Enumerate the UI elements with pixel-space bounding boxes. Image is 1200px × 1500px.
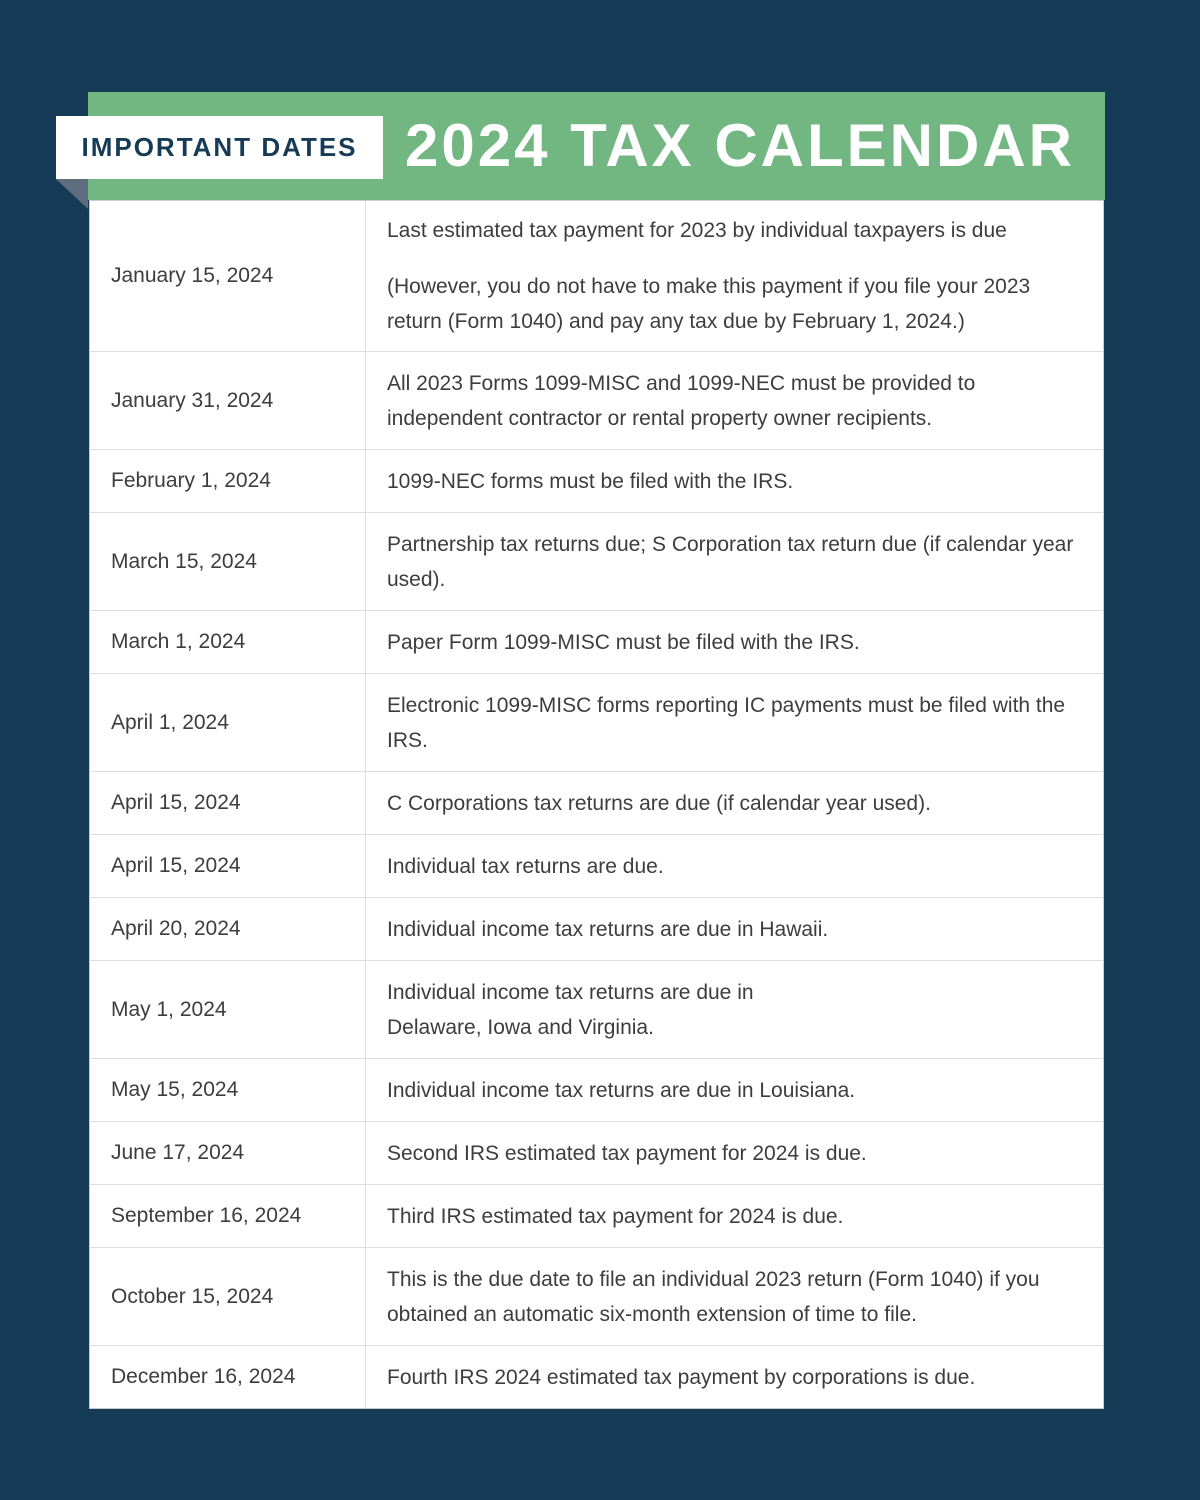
table-row bbox=[90, 201, 1103, 351]
row-description: This is the due date to file an individual 2023 return (Form 1040) if you obtained an automatic six-month extension of time to file. bbox=[387, 1267, 1040, 1326]
row-date: April 1, 2024 bbox=[90, 674, 366, 771]
row-description: Fourth IRS 2024 estimated tax payment by corporations is due. bbox=[387, 1365, 976, 1389]
tag-fold-shadow bbox=[56, 179, 88, 209]
row-description: 1099-NEC forms must be filed with the IRS. bbox=[387, 469, 794, 493]
row-date: April 20, 2024 bbox=[90, 898, 366, 960]
row-date: October 15, 2024 bbox=[90, 1248, 366, 1345]
row-description-text: Last estimated tax payment for 2023 by individual taxpayers is due bbox=[387, 219, 1007, 242]
table-row bbox=[90, 449, 1103, 512]
table-row bbox=[90, 1345, 1103, 1408]
row-date: January 15, 2024 bbox=[90, 201, 366, 351]
row-description-note: (However, you do not have to make this payment if you file your 2023 return (Form 1040) and pay any tax due by February 1, 2024.) bbox=[387, 275, 1031, 333]
row-date: January 31, 2024 bbox=[90, 352, 366, 449]
table-row bbox=[90, 512, 1103, 610]
row-description: Partnership tax returns due; S Corporation tax return due (if calendar year used). bbox=[387, 532, 1074, 591]
table-row bbox=[90, 1184, 1103, 1247]
row-description: Individual tax returns are due. bbox=[387, 854, 664, 878]
row-description: Second IRS estimated tax payment for 2024 is due. bbox=[387, 1141, 867, 1165]
row-date: September 16, 2024 bbox=[90, 1185, 366, 1247]
tax-calendar-table bbox=[89, 200, 1104, 1409]
row-date: April 15, 2024 bbox=[90, 772, 366, 834]
row-description: Electronic 1099-MISC forms reporting IC payments must be filed with the IRS. bbox=[387, 693, 1066, 752]
row-description: C Corporations tax returns are due (if calendar year used). bbox=[387, 791, 931, 815]
row-description bbox=[366, 201, 1103, 351]
row-description: Individual income tax returns are due in Louisiana. bbox=[387, 1078, 856, 1102]
row-date: February 1, 2024 bbox=[90, 450, 366, 512]
row-description: Individual income tax returns are due in Delaware, Iowa and Virginia. bbox=[387, 980, 754, 1039]
table-row bbox=[90, 673, 1103, 771]
row-description: Paper Form 1099-MISC must be filed with the IRS. bbox=[387, 630, 860, 654]
table-row bbox=[90, 960, 1103, 1058]
row-date: December 16, 2024 bbox=[90, 1346, 366, 1408]
row-date: May 15, 2024 bbox=[90, 1059, 366, 1121]
row-date: March 15, 2024 bbox=[90, 513, 366, 610]
row-description: All 2023 Forms 1099-MISC and 1099-NEC must be provided to independent contractor or rental property owner recipients. bbox=[387, 371, 976, 430]
table-row bbox=[90, 351, 1103, 449]
row-date: May 1, 2024 bbox=[90, 961, 366, 1058]
table-row bbox=[90, 834, 1103, 897]
page-title: 2024 TAX CALENDAR bbox=[404, 112, 1075, 179]
table-row bbox=[90, 1247, 1103, 1345]
table-row bbox=[90, 771, 1103, 834]
table-row bbox=[90, 610, 1103, 673]
row-date: June 17, 2024 bbox=[90, 1122, 366, 1184]
table-row bbox=[90, 1121, 1103, 1184]
row-date: March 1, 2024 bbox=[90, 611, 366, 673]
row-description: Individual income tax returns are due in Hawaii. bbox=[387, 917, 829, 941]
row-date: April 15, 2024 bbox=[90, 835, 366, 897]
table-row bbox=[90, 897, 1103, 960]
table-row bbox=[90, 1058, 1103, 1121]
important-dates-tag: IMPORTANT DATES bbox=[56, 116, 383, 179]
row-description: Third IRS estimated tax payment for 2024 is due. bbox=[387, 1204, 844, 1228]
